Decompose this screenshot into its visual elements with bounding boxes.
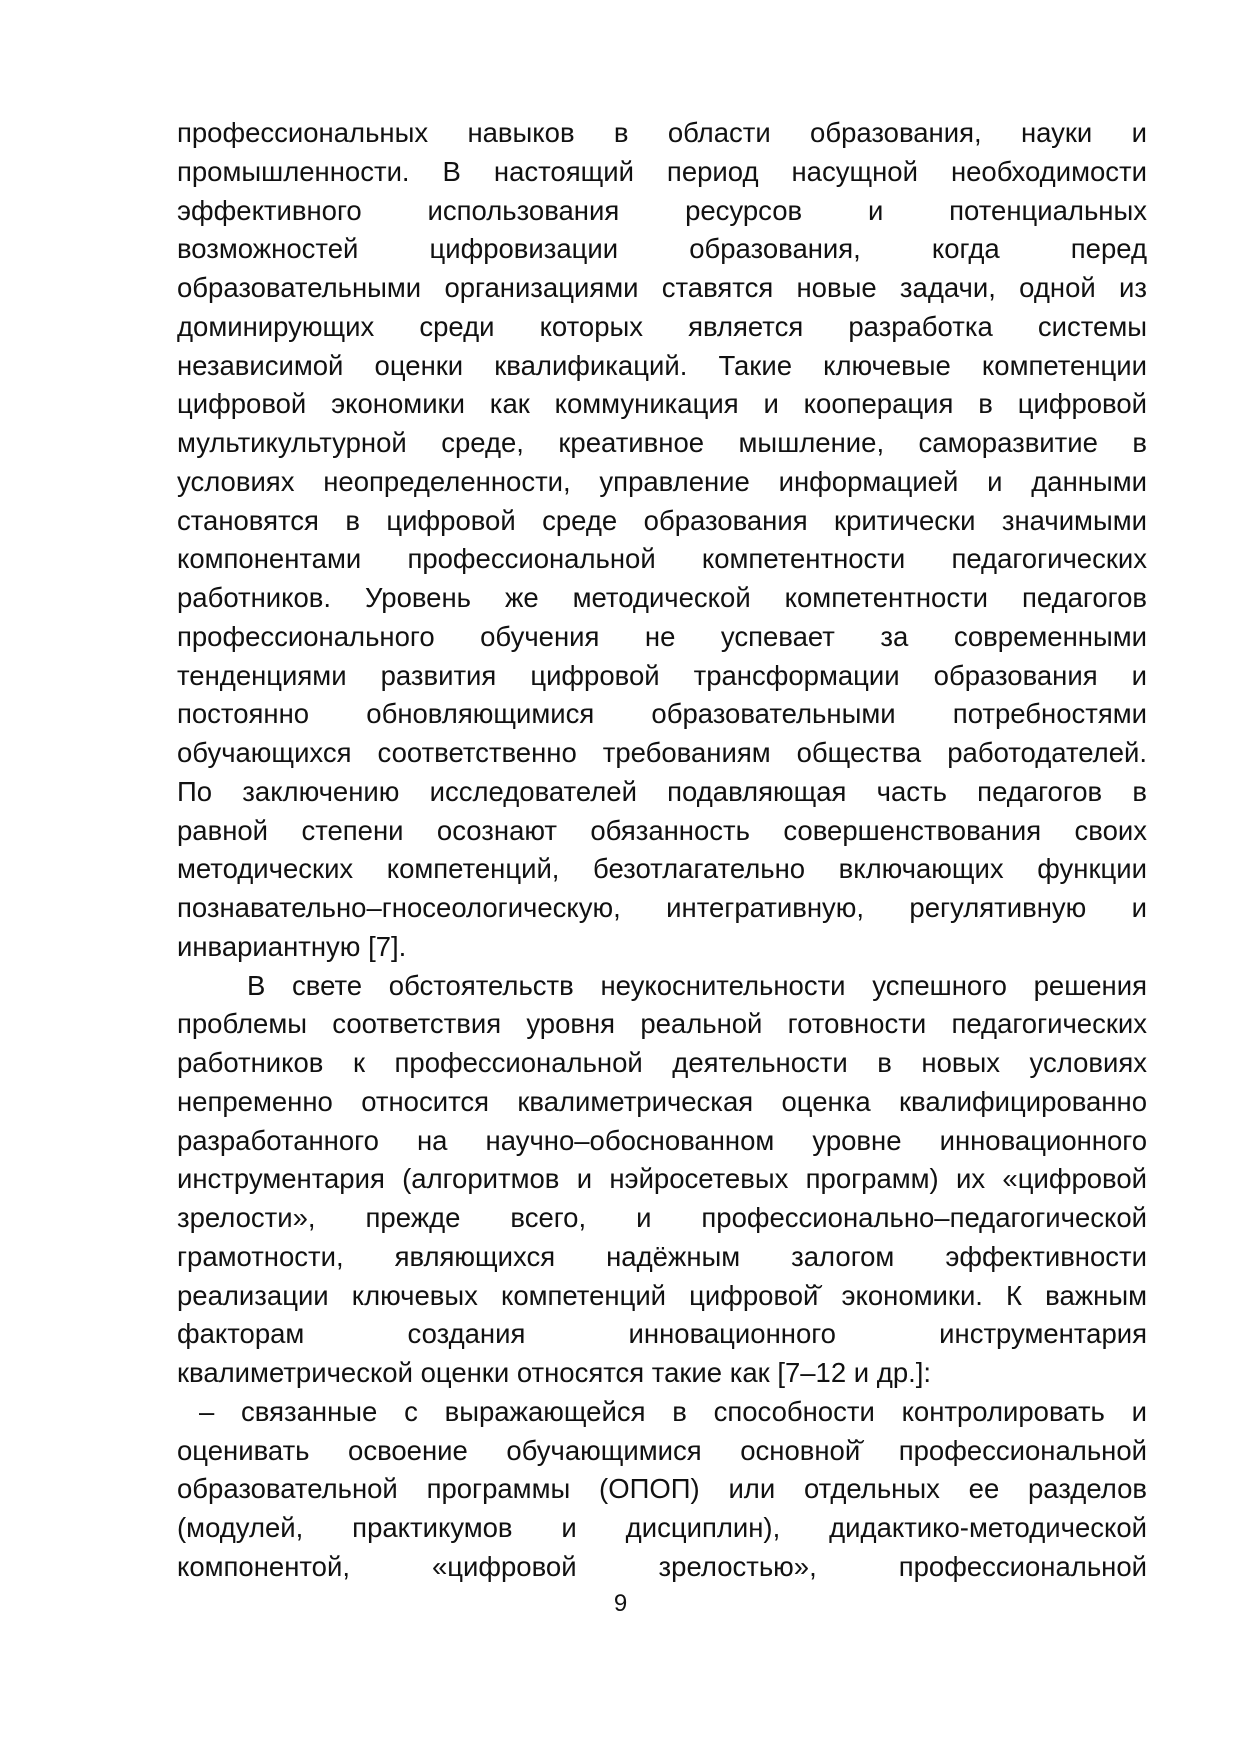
text-line: независимой оценки квалификаций. Такие ключевые компетенции	[177, 349, 1147, 381]
text-line: познавательно–гносеологическую, интегративную, регулятивную и	[177, 892, 1147, 923]
text-line: инструментария (алгоритмов и нэйросетевых программ) их «цифровой	[177, 1163, 1147, 1195]
text-line: возможностей цифровизации образования, когда перед	[177, 233, 1147, 265]
text-line: оценивать освоение обучающимися основной̆ профессиональной	[177, 1434, 1147, 1466]
text-line: компонентой, «цифровой зрелостью», профессиональной	[177, 1550, 1147, 1582]
text-line: факторам создания инновационного инструментария	[177, 1318, 1147, 1350]
text-line: (модулей, практикумов и дисциплин), дидактико-методической	[177, 1512, 1147, 1543]
text-line: непременно относится квалиметрическая оценка квалифицированно	[177, 1085, 1147, 1117]
text-line: условиях неопределенности, управление информацией и данными	[177, 465, 1147, 497]
text-line: работников. Уровень же методической компетентности педагогов	[177, 582, 1147, 613]
text-line: доминирующих среди которых является разработка системы	[177, 310, 1147, 342]
text-line: По заключению исследователей подавляющая часть педагогов в	[177, 775, 1147, 807]
text-line: профессионального обучения не успевает за современными	[177, 620, 1147, 652]
text-line: равной степени осознают обязанность совершенствования своих	[177, 814, 1147, 846]
text-line: компонентами профессиональной компетентности педагогических	[177, 543, 1147, 575]
text-line: образовательными организациями ставятся новые задачи, одной из	[177, 272, 1147, 303]
text-line: становятся в цифровой среде образования критически значимыми	[177, 504, 1147, 536]
text-line: проблемы соответствия уровня реальной готовности педагогических	[177, 1008, 1147, 1040]
text-line: постоянно обновляющимися образовательными потребностями	[177, 698, 1147, 730]
paragraph-1	[177, 114, 1147, 967]
paragraph-2	[177, 967, 1147, 1393]
text-line: В свете обстоятельств неукоснительности успешного решения	[247, 969, 1147, 1001]
text-line: квалиметрической оценки относятся такие как [7–12 и др.]:	[177, 1357, 932, 1388]
text-line: инвариантную [7].	[177, 930, 407, 962]
text-line: обучающихся соответственно требованиям общества работодателей.	[177, 737, 1147, 768]
text-line: мультикультурной среде, креативное мышление, саморазвитие в	[177, 427, 1147, 458]
text-line: работников к профессиональной деятельности в новых условиях	[177, 1047, 1147, 1078]
text-line: цифровой экономики как коммуникация и кооперация в цифровой	[177, 388, 1147, 420]
text-line: промышленности. В настоящий период насущной необходимости	[177, 155, 1147, 187]
text-line: зрелости», прежде всего, и профессионально–педагогической	[177, 1202, 1147, 1233]
paragraph-3-list-item	[177, 1393, 1147, 1587]
text-line: тенденциями развития цифровой трансформации образования и	[177, 659, 1147, 691]
text-line: профессиональных навыков в области образования, науки и	[177, 117, 1147, 148]
text-line: разработанного на научно–обоснованном уровне инновационного	[177, 1124, 1147, 1156]
text-line: реализации ключевых компетенций цифровой̆ экономики. К важным	[177, 1279, 1147, 1311]
text-line: – связанные с выражающейся в способности контролировать и	[199, 1395, 1147, 1427]
text-line: грамотности, являющихся надёжным залогом эффективности	[177, 1240, 1147, 1272]
page-number: 9	[613, 1590, 628, 1617]
text-line: образовательной программы (ОПОП) или отдельных ее разделов	[177, 1473, 1147, 1505]
text-body	[177, 114, 1147, 1587]
text-line: эффективного использования ресурсов и потенциальных	[177, 194, 1147, 226]
text-line: методических компетенций, безотлагательно включающих функции	[177, 853, 1147, 885]
